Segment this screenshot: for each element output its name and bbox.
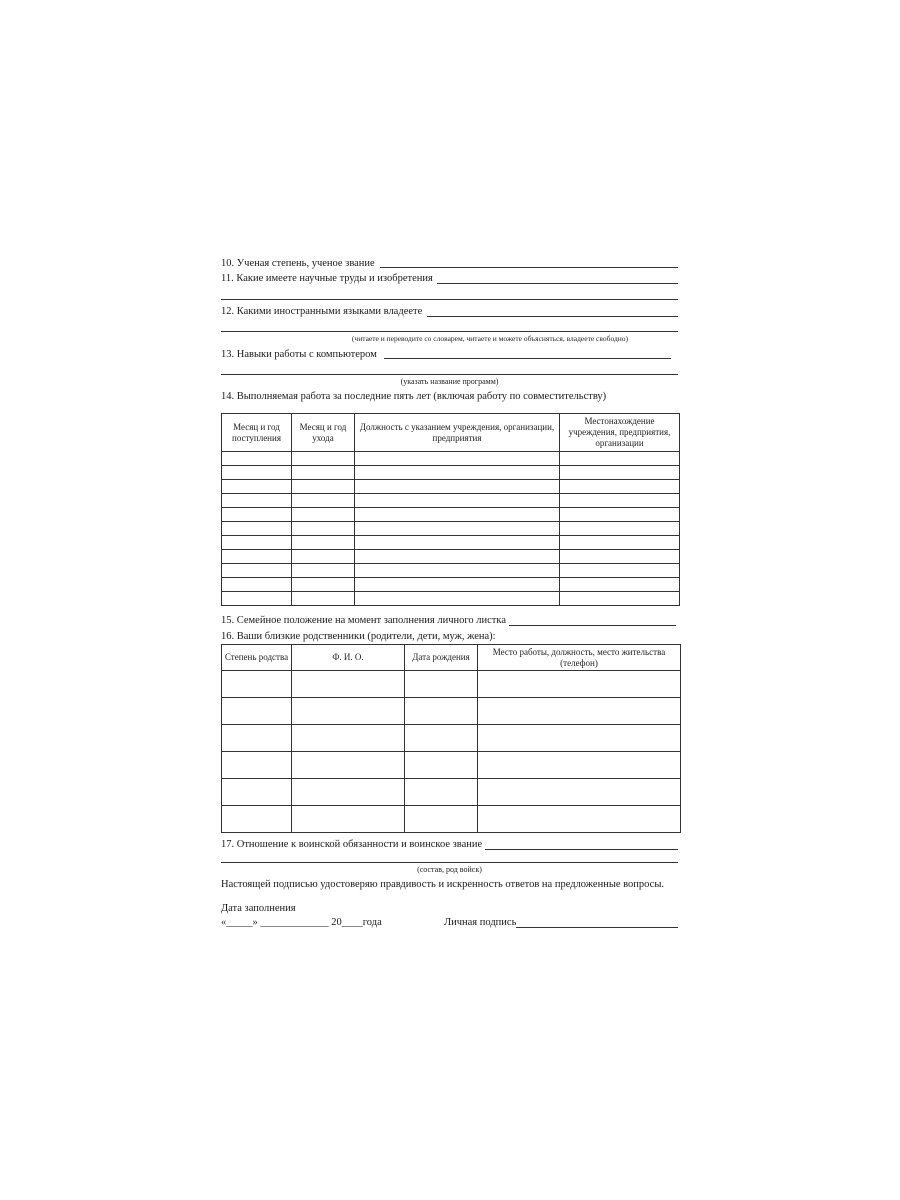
table-cell[interactable]: [355, 494, 560, 508]
signature-label: Личная подпись: [444, 917, 517, 928]
table-cell[interactable]: [292, 725, 405, 752]
col-work-address-header: Место работы, должность, место жительства (телефон): [478, 645, 681, 671]
q11-answer-line-2[interactable]: [221, 299, 678, 300]
table-cell[interactable]: [355, 536, 560, 550]
table-row: [222, 494, 680, 508]
table-cell[interactable]: [355, 466, 560, 480]
table-cell[interactable]: [292, 592, 355, 606]
table-cell[interactable]: [478, 752, 681, 779]
table-cell[interactable]: [292, 698, 405, 725]
q14-label: 14. Выполняемая работа за последние пять лет (включая работу по совместительству): [221, 391, 607, 402]
table-cell[interactable]: [292, 452, 355, 466]
table-cell[interactable]: [560, 564, 680, 578]
table-row: [222, 536, 680, 550]
q10-answer-line[interactable]: [380, 267, 678, 268]
table-cell[interactable]: [478, 698, 681, 725]
table-row: [222, 779, 681, 806]
table-cell[interactable]: [222, 452, 292, 466]
q11-answer-line[interactable]: [437, 283, 678, 284]
table-cell[interactable]: [292, 494, 355, 508]
table-cell[interactable]: [292, 752, 405, 779]
table-cell[interactable]: [560, 452, 680, 466]
table-cell[interactable]: [292, 806, 405, 833]
q13-hint: (указать название программ): [400, 377, 499, 386]
table-cell[interactable]: [355, 564, 560, 578]
table-cell[interactable]: [560, 494, 680, 508]
table-cell[interactable]: [292, 536, 355, 550]
fill-date-label: Дата заполнения: [221, 903, 296, 914]
q17-answer-line-2[interactable]: [221, 862, 678, 863]
table-row: [222, 671, 681, 698]
table-cell[interactable]: [292, 578, 355, 592]
col-start-date-header: Месяц и год поступления: [222, 414, 292, 452]
col-full-name-header: Ф. И. О.: [292, 645, 405, 671]
q17-label: 17. Отношение к воинской обязанности и воинское звание: [221, 839, 483, 850]
table-cell[interactable]: [222, 752, 292, 779]
table-row: [222, 564, 680, 578]
table-cell[interactable]: [222, 480, 292, 494]
table-cell[interactable]: [222, 779, 292, 806]
q13-answer-line[interactable]: [384, 358, 671, 359]
table-row: [222, 466, 680, 480]
fill-date-field[interactable]: «_____» _____________ 20____года: [221, 917, 382, 928]
table-cell[interactable]: [222, 536, 292, 550]
table-cell[interactable]: [478, 725, 681, 752]
table-cell[interactable]: [292, 671, 405, 698]
q17-hint: (состав, род войск): [417, 865, 482, 874]
table-cell[interactable]: [355, 550, 560, 564]
table-cell[interactable]: [222, 508, 292, 522]
q12-answer-line-2[interactable]: [221, 331, 678, 332]
table-cell[interactable]: [355, 452, 560, 466]
col-birth-date-header: Дата рождения: [405, 645, 478, 671]
col-location-header: Местонахождение учреждения, предприятия, организации: [560, 414, 680, 452]
table-row: [222, 480, 680, 494]
table-cell[interactable]: [222, 494, 292, 508]
col-end-date-header: Месяц и год ухода: [292, 414, 355, 452]
table-cell[interactable]: [405, 779, 478, 806]
q13-answer-line-2[interactable]: [221, 374, 678, 375]
q12-hint: (читаете и переводите со словарем, читаете и можете объясняться, владеете свободно): [351, 334, 629, 343]
table-cell[interactable]: [560, 536, 680, 550]
table-cell[interactable]: [355, 592, 560, 606]
table-row: [222, 508, 680, 522]
q15-label: 15. Семейное положение на момент заполнения личного листка: [221, 615, 506, 626]
table-row: [222, 578, 680, 592]
table-cell[interactable]: [478, 806, 681, 833]
table-cell[interactable]: [222, 698, 292, 725]
table-cell[interactable]: [222, 466, 292, 480]
q15-answer-line[interactable]: [509, 625, 676, 626]
table-row: [222, 550, 680, 564]
table-cell[interactable]: [292, 779, 405, 806]
table-cell[interactable]: [222, 725, 292, 752]
table-cell[interactable]: [478, 779, 681, 806]
table-cell[interactable]: [222, 671, 292, 698]
relatives-table: [221, 644, 681, 833]
table-row: [222, 698, 681, 725]
table-row: [222, 522, 680, 536]
table-row: [222, 725, 681, 752]
table-cell[interactable]: [405, 806, 478, 833]
table-cell[interactable]: [478, 671, 681, 698]
certification-text: Настоящей подписью удостоверяю правдивость и искренность ответов на предложенные вопросы.: [221, 879, 665, 890]
col-relation-header: Степень родства: [222, 645, 292, 671]
table-cell[interactable]: [355, 522, 560, 536]
table-cell[interactable]: [292, 480, 355, 494]
work-history-table: [221, 413, 680, 606]
table-cell[interactable]: [560, 522, 680, 536]
q13-label: 13. Навыки работы с компьютером: [221, 349, 377, 360]
q10-label: 10. Ученая степень, ученое звание: [221, 258, 375, 269]
table-cell[interactable]: [292, 508, 355, 522]
table-cell[interactable]: [405, 671, 478, 698]
table-cell[interactable]: [292, 564, 355, 578]
q17-answer-line[interactable]: [485, 849, 678, 850]
table-cell[interactable]: [405, 725, 478, 752]
table-cell[interactable]: [222, 592, 292, 606]
table-header-row: [222, 645, 681, 671]
table-header-row: [222, 414, 680, 452]
table-cell[interactable]: [560, 550, 680, 564]
table-cell[interactable]: [560, 508, 680, 522]
q16-label: 16. Ваши близкие родственники (родители, дети, муж, жена):: [221, 631, 496, 642]
table-cell[interactable]: [560, 578, 680, 592]
q12-label: 12. Какими иностранными языками владеете: [221, 306, 423, 317]
table-row: [222, 592, 680, 606]
col-position-header: Должность с указанием учреждения, организации, предприятия: [355, 414, 560, 452]
table-cell[interactable]: [355, 480, 560, 494]
table-row: [222, 752, 681, 779]
table-cell[interactable]: [560, 592, 680, 606]
table-cell[interactable]: [292, 550, 355, 564]
table-cell[interactable]: [560, 466, 680, 480]
table-cell[interactable]: [222, 522, 292, 536]
table-cell[interactable]: [355, 578, 560, 592]
q12-answer-line[interactable]: [427, 316, 678, 317]
table-cell[interactable]: [355, 508, 560, 522]
table-cell[interactable]: [292, 466, 355, 480]
table-cell[interactable]: [222, 564, 292, 578]
table-cell[interactable]: [405, 698, 478, 725]
table-cell[interactable]: [222, 806, 292, 833]
table-cell[interactable]: [560, 480, 680, 494]
q11-label: 11. Какие имеете научные труды и изобретения: [221, 273, 433, 284]
table-cell[interactable]: [405, 752, 478, 779]
table-row: [222, 452, 680, 466]
signature-line[interactable]: [516, 927, 678, 928]
table-cell[interactable]: [292, 522, 355, 536]
table-cell[interactable]: [222, 578, 292, 592]
table-cell[interactable]: [222, 550, 292, 564]
table-row: [222, 806, 681, 833]
